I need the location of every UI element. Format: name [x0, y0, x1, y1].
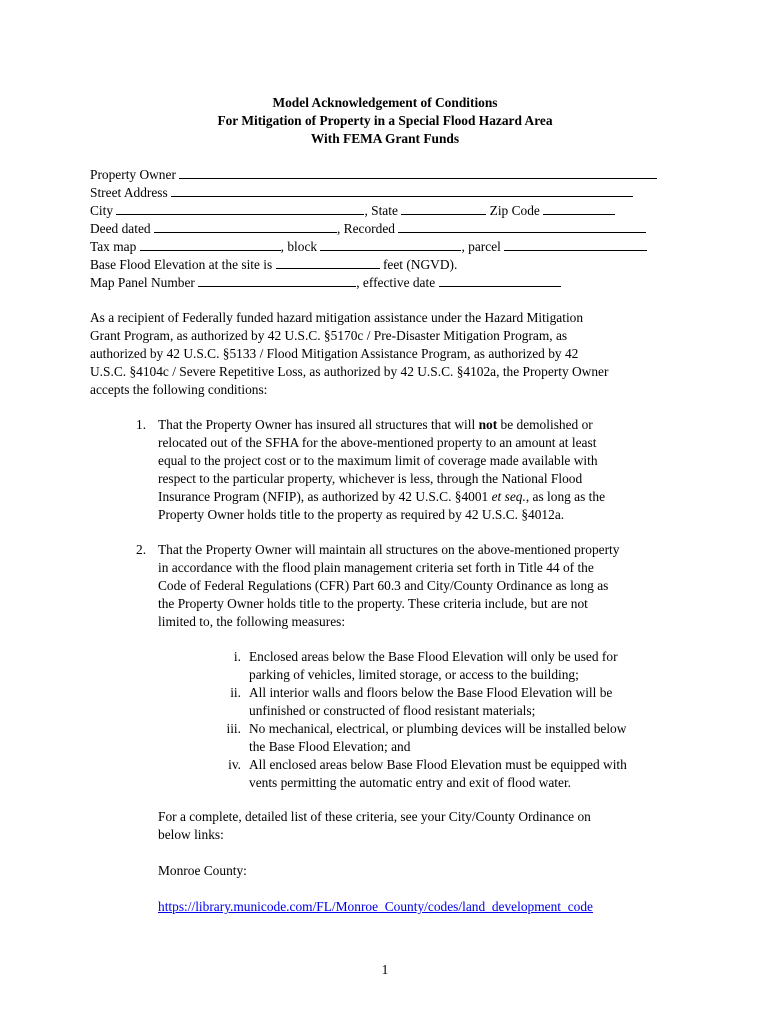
- tax-map-label: Tax map: [90, 239, 137, 254]
- parcel-label: , parcel: [461, 239, 501, 254]
- effective-date-label: , effective date: [356, 275, 436, 290]
- subitem-number: i.: [233, 649, 241, 664]
- state-field[interactable]: [401, 202, 486, 215]
- subitem-text: [249, 720, 626, 756]
- bfe-label: Base Flood Elevation at the site is: [90, 257, 273, 272]
- complete-line: below links:: [158, 827, 224, 842]
- item-1-text-c: be demolished or: [497, 417, 593, 432]
- subitem-line: vents permitting the automatic entry and exit of flood water.: [249, 775, 572, 790]
- recorded-field[interactable]: [398, 220, 646, 233]
- bfe-field[interactable]: [276, 256, 380, 269]
- map-panel-row: [90, 274, 561, 292]
- subitem-line: unfinished or constructed of flood resistant materials;: [249, 703, 536, 718]
- effective-date-field[interactable]: [439, 274, 561, 287]
- item-1-text-5a: Insurance Program (NFIP), as authorized by 42 U.S.C. §4001: [158, 489, 492, 504]
- intro-line: accepts the following conditions:: [90, 382, 268, 397]
- intro-line: U.S.C. §4104c / Severe Repetitive Loss, as authorized by 42 U.S.C. §4102a, the Property Owner: [90, 364, 609, 379]
- zip-field[interactable]: [543, 202, 615, 215]
- subitem-line: the Base Flood Elevation; and: [249, 739, 411, 754]
- item-1-line: [158, 488, 605, 506]
- subitem-text: [249, 648, 618, 684]
- map-panel-field[interactable]: [198, 274, 356, 287]
- street-address-label: Street Address: [90, 185, 168, 200]
- item-2-line: limited to, the following measures:: [158, 614, 346, 629]
- intro-line: authorized by 42 U.S.C. §5133 / Flood Mitigation Assistance Program, as authorized by 42: [90, 346, 579, 361]
- doc-title-line3: With FEMA Grant Funds: [310, 131, 460, 146]
- zip-label: Zip Code: [489, 203, 540, 218]
- tax-map-row: [90, 238, 647, 256]
- item-1-line: relocated out of the SFHA for the above-mentioned property to an amount at least: [158, 435, 597, 450]
- item-1-line: respect to the particular property, whichever is less, through the National Flood: [158, 471, 583, 486]
- property-owner-field[interactable]: [179, 166, 657, 179]
- block-label: , block: [280, 239, 318, 254]
- deed-dated-field[interactable]: [154, 220, 337, 233]
- subitem-text: [249, 684, 612, 720]
- item-2-text: [158, 541, 619, 631]
- item-1-number: 1.: [136, 417, 147, 432]
- city-field[interactable]: [116, 202, 364, 215]
- map-panel-label: Map Panel Number: [90, 275, 195, 290]
- item-1-line: equal to the project cost or to the maximum limit of coverage made available with: [158, 453, 598, 468]
- subitem-line: No mechanical, electrical, or plumbing devices will be installed below: [249, 721, 627, 736]
- item-1-line: [158, 416, 605, 434]
- item-1-italic-etseq: et seq.: [491, 489, 526, 504]
- item-1-line: Property Owner holds title to the property as required by 42 U.S.C. §4012a.: [158, 507, 565, 522]
- city-label: City: [90, 203, 114, 218]
- intro-line: As a recipient of Federally funded hazard mitigation assistance under the Hazard Mitigation: [90, 310, 584, 325]
- item-1-bold-not: not: [478, 417, 498, 432]
- deed-dated-label: Deed dated: [90, 221, 151, 236]
- recorded-label: , Recorded: [336, 221, 395, 236]
- bfe-units: feet (NGVD).: [382, 257, 458, 272]
- complete-line: For a complete, detailed list of these criteria, see your City/County Ordinance on: [158, 809, 591, 824]
- subitem-line: Enclosed areas below the Base Flood Elevation will only be used for: [249, 649, 618, 664]
- block-field[interactable]: [320, 238, 461, 251]
- intro-paragraph: [90, 309, 608, 399]
- property-owner-row: [90, 166, 657, 184]
- item-2-line: the Property Owner holds title to the property. These criteria include, but are not: [158, 596, 588, 611]
- ordinance-link[interactable]: https://library.municode.com/FL/Monroe_County/codes/land_development_code: [158, 899, 593, 914]
- county-label: Monroe County:: [158, 863, 247, 878]
- state-label: , State: [364, 203, 398, 218]
- doc-title-line1: Model Acknowledgement of Conditions: [272, 95, 498, 110]
- item-2-number: 2.: [136, 542, 147, 557]
- bfe-row: [90, 256, 457, 274]
- street-address-field[interactable]: [171, 184, 633, 197]
- subitem-number: iv.: [228, 757, 241, 772]
- tax-map-field[interactable]: [140, 238, 281, 251]
- subitem-number: iii.: [226, 721, 241, 736]
- subitem-line: All enclosed areas below Base Flood Elevation must be equipped with: [249, 757, 627, 772]
- intro-line: Grant Program, as authorized by 42 U.S.C. §5170c / Pre-Disaster Mitigation Program, as: [90, 328, 568, 343]
- item-1-text-5c: , as long as the: [525, 489, 606, 504]
- subitem-line: All interior walls and floors below the Base Flood Elevation will be: [249, 685, 613, 700]
- item-2-line: Code of Federal Regulations (CFR) Part 60.3 and City/County Ordinance as long as: [158, 578, 609, 593]
- doc-title-line2: For Mitigation of Property in a Special Flood Hazard Area: [217, 113, 553, 128]
- complete-list-paragraph: [158, 808, 591, 844]
- subitem-number: ii.: [230, 685, 241, 700]
- parcel-field[interactable]: [504, 238, 647, 251]
- item-2-line: That the Property Owner will maintain all structures on the above-mentioned property: [158, 542, 620, 557]
- item-1-text: [158, 416, 605, 524]
- ordinance-link-wrap: [158, 898, 593, 916]
- city-row: [90, 202, 615, 220]
- page-number: 1: [381, 962, 389, 977]
- subitem-text: [249, 756, 627, 792]
- street-address-row: [90, 184, 633, 202]
- property-owner-label: Property Owner: [90, 167, 176, 182]
- item-2-line: in accordance with the flood plain management criteria set forth in Title 44 of the: [158, 560, 594, 575]
- item-1-text-a: That the Property Owner has insured all structures that will: [158, 417, 479, 432]
- subitem-line: parking of vehicles, limited storage, or access to the building;: [249, 667, 579, 682]
- deed-row: [90, 220, 646, 238]
